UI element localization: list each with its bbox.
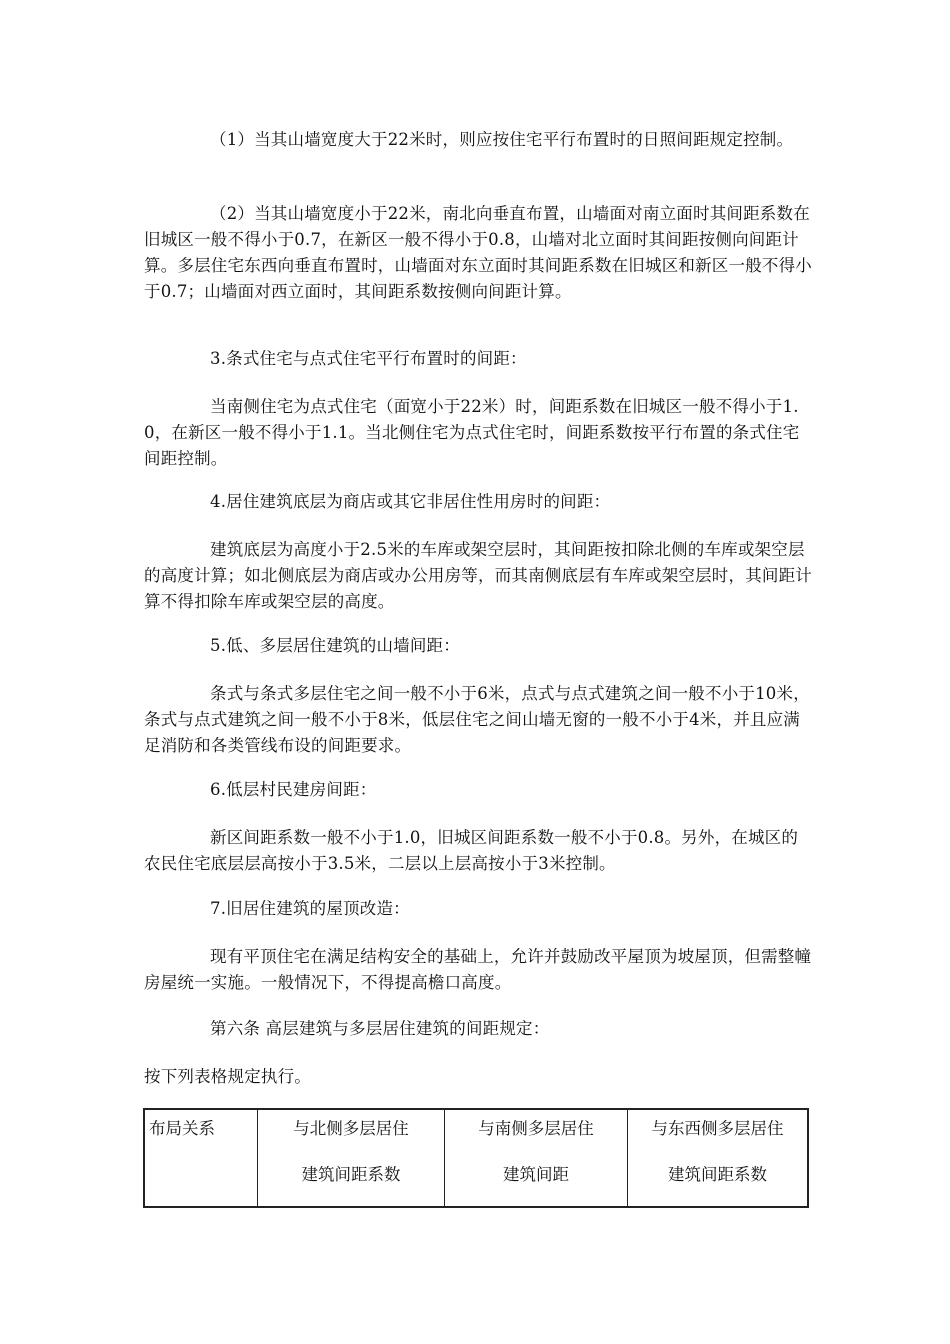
section-heading-6: 6.低层村民建房间距： bbox=[210, 780, 377, 799]
paragraph-6: 新区间距系数一般不小于1.0，旧城区间距系数一般不小于0.8。另外，在城区的农民住宅底层层高按小于3.5米，二层以上层高按小于3米控制。 bbox=[144, 828, 799, 873]
paragraph-2: （2）当其山墙宽度小于22米，南北向垂直布置，山墙面对南立面时其间距系数在旧城区一般不得小于0.7，在新区一般不得小于0.8，山墙对北立面时其间距按侧向间距计算。多层住宅东西向垂直布置时，山墙面对东立面时其间距系数在旧城区和新区一般不得小于0.7；山墙面对西立面时，其间距系数按侧向间距计算。 bbox=[144, 204, 812, 301]
paragraph-3: 当南侧住宅为点式住宅（面宽小于22米）时，间距系数在旧城区一般不得小于1.0，在新区一般不得小于1.1。当北侧住宅为点式住宅时，间距系数按平行布置的条式住宅间距控制。 bbox=[144, 397, 800, 468]
table-header-text: 布局关系 bbox=[149, 1119, 215, 1138]
section-heading-5: 5.低、多层居住建筑的山墙间距： bbox=[210, 636, 460, 655]
paragraph-1: （1）当其山墙宽度大于22米时，则应按住宅平行布置时的日照间距规定控制。 bbox=[210, 130, 794, 149]
paragraph-5: 条式与条式多层住宅之间一般不小于6米，点式与点式建筑之间一般不小于10米，条式与点式建筑之间一般不小于8米，低层住宅之间山墙无窗的一般不小于4米，并且应满足消防和各类管线布设的间距要求。 bbox=[144, 684, 810, 755]
table-header-cell-north bbox=[258, 1109, 445, 1207]
table-header-text: 建筑间距系数 bbox=[301, 1165, 401, 1184]
spacing-table bbox=[143, 1108, 809, 1208]
table-header-cell-east-west bbox=[628, 1109, 809, 1207]
table-header-cell-south bbox=[445, 1109, 628, 1207]
section-heading-3: 3.条式住宅与点式住宅平行布置时的间距： bbox=[210, 349, 527, 368]
table-header-text: 与东西侧多层居住 bbox=[651, 1119, 784, 1138]
table-header-text: 建筑间距 bbox=[503, 1165, 569, 1184]
article-heading-6: 第六条 高层建筑与多层居住建筑的间距规定： bbox=[210, 1019, 550, 1038]
paragraph-7: 现有平顶住宅在满足结构安全的基础上，允许并鼓励改平屋顶为坡屋顶，但需整幢房屋统一实施。一般情况下，不得提高檐口高度。 bbox=[144, 947, 812, 992]
section-heading-7: 7.旧居住建筑的屋顶改造： bbox=[210, 899, 410, 918]
table-header-text: 与北侧多层居住 bbox=[293, 1119, 409, 1138]
table-header-text: 与南侧多层居住 bbox=[478, 1119, 594, 1138]
paragraph-4: 建筑底层为高度小于2.5米的车库或架空层时，其间距按扣除北侧的车库或架空层的高度计算；如北侧底层为商店或办公用房等，而其南侧底层有车库或架空层时，其间距计算不得扣除车库或架空层的高度。 bbox=[144, 540, 812, 611]
table-header-cell-layout bbox=[144, 1109, 258, 1207]
section-heading-4: 4.居住建筑底层为商店或其它非居住性用房时的间距： bbox=[210, 492, 611, 511]
table-header-text: 建筑间距系数 bbox=[668, 1165, 767, 1184]
paragraph-8: 按下列表格规定执行。 bbox=[144, 1067, 311, 1086]
table-header-row bbox=[144, 1109, 808, 1207]
